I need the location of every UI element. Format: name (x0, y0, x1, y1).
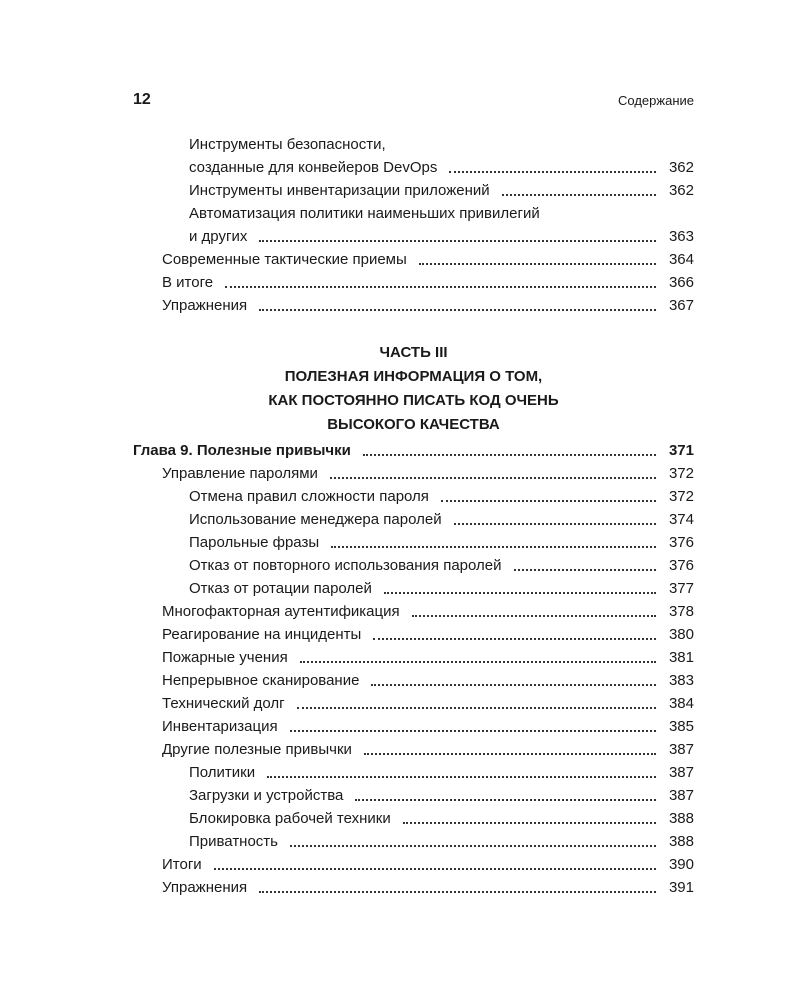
dot-leader (514, 569, 657, 571)
toc-entry-page: 388 (668, 833, 694, 850)
toc-entry-page: 374 (668, 511, 694, 528)
toc-entry-title: Загрузки и устройства (189, 787, 344, 804)
toc-entry-title: Итоги (162, 856, 202, 873)
toc-entry[interactable] (133, 830, 694, 853)
toc-entry-page: 383 (668, 672, 694, 689)
toc-entry[interactable] (133, 853, 694, 876)
toc-entry-title: Блокировка рабочей техники (189, 810, 391, 827)
toc-entry-page: 364 (668, 251, 694, 268)
toc-entry-page: 377 (668, 580, 694, 597)
dot-leader (290, 845, 656, 847)
toc-entry[interactable] (133, 294, 694, 317)
toc-entry-page: 367 (668, 297, 694, 314)
toc-entry-title: Парольные фразы (189, 534, 320, 551)
toc-entry-page: 378 (668, 603, 694, 620)
part-heading-line: ВЫСОКОГО КАЧЕСТВА (327, 416, 500, 433)
toc-entry[interactable] (133, 462, 694, 485)
dot-leader (267, 776, 656, 778)
toc-entry-title: Политики (189, 764, 256, 781)
toc-entry (133, 133, 694, 156)
toc-entry-page: 390 (668, 856, 694, 873)
dot-leader (412, 615, 656, 617)
toc-block-security (133, 133, 694, 317)
toc-entry-title: Использование менеджера паролей (189, 511, 442, 528)
toc-entry-title: Управление паролями (162, 465, 318, 482)
toc-entry-page: 388 (668, 810, 694, 827)
dot-leader (225, 286, 656, 288)
toc-entry-title: Отмена правил сложности пароля (189, 488, 429, 505)
toc-entry-page: 362 (668, 182, 694, 199)
toc-entry-page: 372 (668, 465, 694, 482)
toc-entry[interactable] (133, 600, 694, 623)
dot-leader (441, 500, 656, 502)
toc-entry-title: Реагирование на инциденты (162, 626, 362, 643)
toc-entry-title: созданные для конвейеров DevOps (189, 159, 438, 176)
toc-entry-title: В итоге (162, 274, 214, 291)
toc-entry-title: Отказ от ротации паролей (189, 580, 372, 597)
toc-entry[interactable] (133, 738, 694, 761)
toc-block-chapter-9 (133, 439, 694, 899)
toc-entry-page: 387 (668, 741, 694, 758)
toc-entry-title: Упражнения (162, 879, 248, 896)
toc-entry-title: Многофакторная аутентификация (162, 603, 400, 620)
toc-entry-page: 366 (668, 274, 694, 291)
toc-entry[interactable] (133, 669, 694, 692)
dot-leader (419, 263, 656, 265)
toc-entry[interactable] (133, 807, 694, 830)
running-header: Содержание (618, 93, 694, 108)
dot-leader (502, 194, 656, 196)
toc-entry-page: 372 (668, 488, 694, 505)
page-number: 12 (133, 91, 151, 108)
toc-entry[interactable] (133, 623, 694, 646)
toc-entry[interactable] (133, 508, 694, 531)
toc-entry-title: Технический долг (162, 695, 285, 712)
dot-leader (259, 240, 656, 242)
part-heading-line: КАК ПОСТОЯННО ПИСАТЬ КОД ОЧЕНЬ (268, 392, 559, 409)
dot-leader (330, 477, 656, 479)
toc-entry[interactable] (133, 179, 694, 202)
dot-leader (371, 684, 656, 686)
toc-entry-title: Инструменты безопасности, (189, 136, 386, 153)
dot-leader (355, 799, 656, 801)
dot-leader (449, 171, 656, 173)
part-heading-line: ЧАСТЬ III (379, 344, 448, 361)
toc-entry-title: Пожарные учения (162, 649, 288, 666)
toc-entry-page: 362 (668, 159, 694, 176)
dot-leader (364, 753, 656, 755)
toc-entry[interactable] (133, 876, 694, 899)
toc-entry-title: Непрерывное сканирование (162, 672, 360, 689)
dot-leader (259, 309, 656, 311)
dot-leader (454, 523, 656, 525)
toc-entry-title: Другие полезные привычки (162, 741, 352, 758)
dot-leader (297, 707, 656, 709)
toc-entry[interactable] (133, 715, 694, 738)
toc-entry-page: 380 (668, 626, 694, 643)
part-heading (133, 341, 694, 437)
toc-entry-page: 384 (668, 695, 694, 712)
toc-entry-page: 371 (668, 442, 694, 459)
toc-entry[interactable] (133, 784, 694, 807)
dot-leader (384, 592, 656, 594)
toc-entry-title: Отказ от повторного использования паролей (189, 557, 502, 574)
toc-entry-title: Автоматизация политики наименьших привилегий (189, 205, 540, 222)
toc-entry[interactable] (133, 646, 694, 669)
toc-entry-title: Инструменты инвентаризации приложений (189, 182, 490, 199)
toc-entry-page: 391 (668, 879, 694, 896)
toc-entry[interactable] (133, 156, 694, 179)
toc-entry-title: Приватность (189, 833, 278, 850)
dot-leader (290, 730, 656, 732)
toc-entry[interactable] (133, 485, 694, 508)
toc-chapter-entry[interactable] (133, 439, 694, 462)
dot-leader (373, 638, 656, 640)
toc-entry-page: 385 (668, 718, 694, 735)
toc-entry[interactable] (133, 225, 694, 248)
toc-entry-title: Глава 9. Полезные привычки (133, 442, 351, 459)
dot-leader (403, 822, 656, 824)
part-heading-line: ПОЛЕЗНАЯ ИНФОРМАЦИЯ О ТОМ, (284, 368, 543, 385)
toc-entry (133, 202, 694, 225)
toc-entry[interactable] (133, 554, 694, 577)
dot-leader (214, 868, 656, 870)
toc-entry[interactable] (133, 692, 694, 715)
dot-leader (300, 661, 656, 663)
toc-entry[interactable] (133, 271, 694, 294)
toc-entry-page: 387 (668, 787, 694, 804)
toc-entry-title: и других (189, 228, 248, 245)
dot-leader (363, 454, 656, 456)
toc-entry[interactable] (133, 577, 694, 600)
toc-entry[interactable] (133, 531, 694, 554)
toc-entry-page: 381 (668, 649, 694, 666)
toc-entry-title: Инвентаризация (162, 718, 278, 735)
toc-entry-page: 363 (668, 228, 694, 245)
toc-entry[interactable] (133, 761, 694, 784)
dot-leader (331, 546, 656, 548)
toc-entry-title: Упражнения (162, 297, 248, 314)
toc-entry-title: Современные тактические приемы (162, 251, 407, 268)
toc-entry-page: 376 (668, 534, 694, 551)
dot-leader (259, 891, 656, 893)
toc-entry-page: 387 (668, 764, 694, 781)
toc-entry[interactable] (133, 248, 694, 271)
toc-entry-page: 376 (668, 557, 694, 574)
